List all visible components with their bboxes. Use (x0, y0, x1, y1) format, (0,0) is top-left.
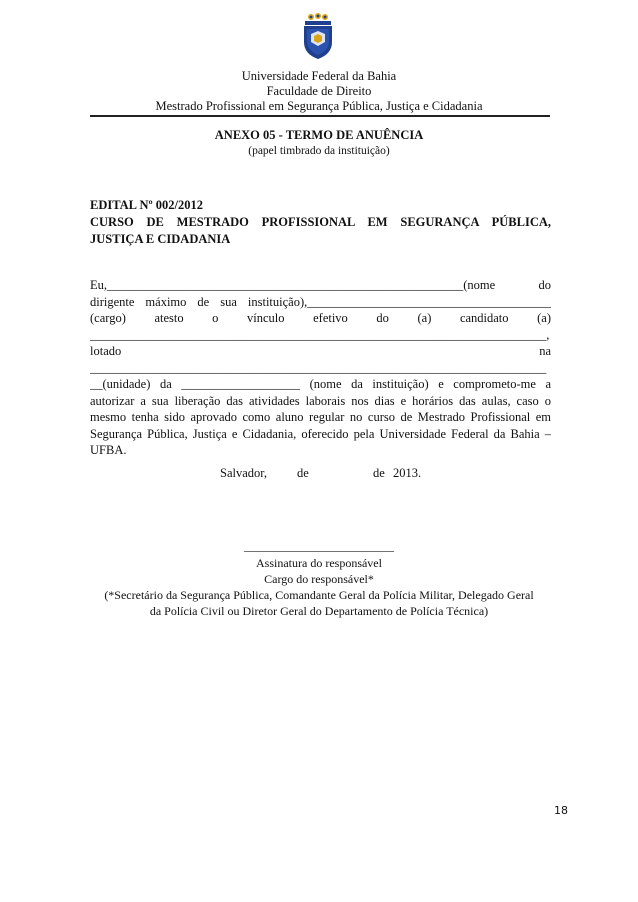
date-de-1: de (297, 466, 309, 480)
body-line: mesmo tenha sido aprovado como aluno regular no curso de Mestrado Profissional em (90, 410, 551, 424)
signature-line: _________________________ (244, 539, 394, 553)
annex-title: ANEXO 05 - TERMO DE ANUÊNCIA (214, 128, 424, 142)
signature-note-line1: (*Secretário da Segurança Pública, Comandante Geral da Polícia Militar, Delegado Geral (104, 588, 534, 602)
edital-number: EDITAL Nº 002/2012 (90, 198, 203, 212)
body-line: lotado na (90, 344, 551, 358)
body-line: _________________________________________________________________________, (90, 327, 550, 342)
page-number: 18 (554, 804, 568, 817)
consent-body (90, 277, 551, 459)
body-line: (cargo) atesto o vínculo efetivo do (a) candidato (a) (90, 311, 551, 325)
body-line: autorizar a sua liberação das atividades laborais nos dias e horários das aulas, caso o (90, 393, 551, 408)
header-program: Mestrado Profissional em Segurança Pública, Justiça e Cidadania (155, 99, 483, 113)
header-faculty: Faculdade de Direito (266, 84, 372, 98)
signature-note-line2: da Polícia Civil ou Diretor Geral do Departamento de Polícia Técnica) (149, 604, 489, 618)
header-university: Universidade Federal da Bahia (241, 69, 397, 83)
annex-subtitle: (papel timbrado da instituição) (248, 145, 390, 157)
body-line: __(unidade) da ___________________ (nome da instituição) e comprometo-me a (90, 377, 551, 391)
signature-label: Assinatura do responsável (256, 556, 382, 570)
header-divider (90, 115, 550, 117)
date-city: Salvador, (220, 466, 268, 480)
crest-icon (300, 12, 336, 60)
date-de-2: de (373, 466, 385, 480)
body-line: Eu,_________________________________________________________(nome do (90, 278, 551, 292)
body-line: dirigente máximo de sua instituição),_______________________________________ (90, 294, 551, 309)
body-line: Segurança Pública, Justiça e Cidadania, oferecido pela Universidade Federal da Bahia – (90, 426, 551, 441)
university-crest (300, 12, 336, 60)
signature-role: Cargo do responsável* (264, 572, 374, 586)
course-title-line1: CURSO DE MESTRADO PROFISSIONAL EM SEGURANÇA PÚBLICA, (90, 215, 551, 229)
course-title-line2: JUSTIÇA E CIDADANIA (90, 232, 231, 246)
body-line: UFBA. (90, 443, 127, 457)
date-year: 2013. (393, 466, 422, 480)
body-line: _________________________________________________________________________ (90, 360, 547, 375)
